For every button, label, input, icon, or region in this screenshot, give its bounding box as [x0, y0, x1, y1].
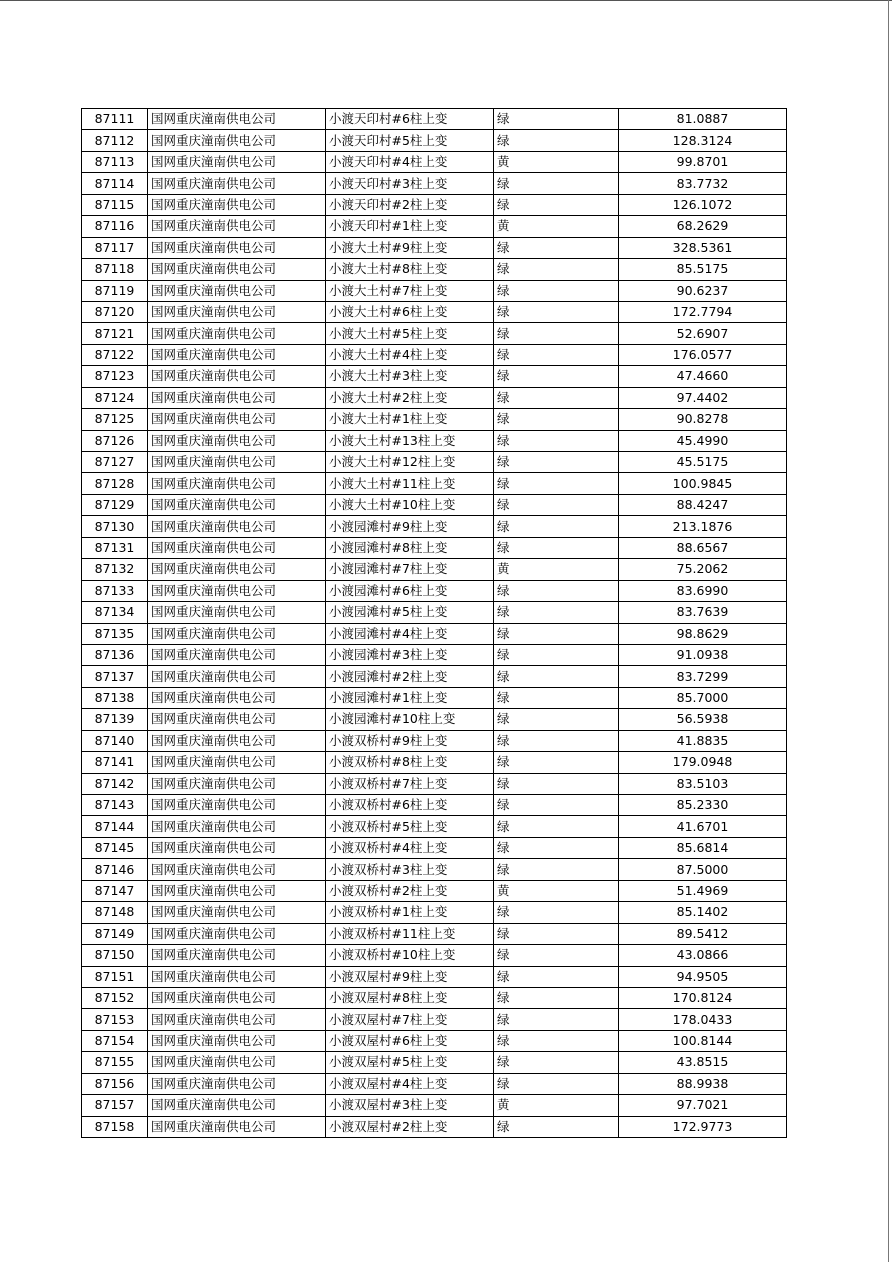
cell-transformer-name: 小渡双桥村#4柱上变 [326, 837, 494, 858]
cell-company: 国网重庆潼南供电公司 [148, 902, 326, 923]
table-row [82, 666, 787, 687]
cell-id: 87144 [82, 816, 148, 837]
cell-value: 85.1402 [619, 902, 787, 923]
table-row [82, 816, 787, 837]
cell-id: 87142 [82, 773, 148, 794]
table-row [82, 730, 787, 751]
cell-status: 绿 [494, 966, 619, 987]
cell-transformer-name: 小渡双桥村#9柱上变 [326, 730, 494, 751]
cell-status: 绿 [494, 752, 619, 773]
cell-company: 国网重庆潼南供电公司 [148, 366, 326, 387]
cell-id: 87151 [82, 966, 148, 987]
cell-status: 绿 [494, 430, 619, 451]
cell-status: 绿 [494, 366, 619, 387]
cell-company: 国网重庆潼南供电公司 [148, 880, 326, 901]
cell-id: 87128 [82, 473, 148, 494]
cell-transformer-name: 小渡双屋村#2柱上变 [326, 1116, 494, 1137]
cell-status: 黄 [494, 559, 619, 580]
cell-value: 41.6701 [619, 816, 787, 837]
cell-id: 87121 [82, 323, 148, 344]
cell-transformer-name: 小渡园滩村#4柱上变 [326, 623, 494, 644]
cell-company: 国网重庆潼南供电公司 [148, 409, 326, 430]
cell-company: 国网重庆潼南供电公司 [148, 773, 326, 794]
cell-company: 国网重庆潼南供电公司 [148, 109, 326, 130]
cell-value: 179.0948 [619, 752, 787, 773]
cell-company: 国网重庆潼南供电公司 [148, 709, 326, 730]
cell-transformer-name: 小渡园滩村#3柱上变 [326, 644, 494, 665]
cell-id: 87118 [82, 259, 148, 280]
cell-company: 国网重庆潼南供电公司 [148, 237, 326, 258]
cell-status: 绿 [494, 644, 619, 665]
cell-company: 国网重庆潼南供电公司 [148, 795, 326, 816]
cell-value: 83.5103 [619, 773, 787, 794]
cell-value: 85.7000 [619, 687, 787, 708]
cell-transformer-name: 小渡双桥村#8柱上变 [326, 752, 494, 773]
table-row [82, 795, 787, 816]
table-row [82, 623, 787, 644]
cell-transformer-name: 小渡双桥村#3柱上变 [326, 859, 494, 880]
table-row [82, 237, 787, 258]
cell-status: 绿 [494, 473, 619, 494]
cell-company: 国网重庆潼南供电公司 [148, 280, 326, 301]
cell-status: 绿 [494, 1030, 619, 1051]
table-row [82, 216, 787, 237]
table-row [82, 1116, 787, 1137]
cell-status: 绿 [494, 323, 619, 344]
cell-transformer-name: 小渡天印村#4柱上变 [326, 151, 494, 172]
cell-id: 87115 [82, 194, 148, 215]
cell-status: 绿 [494, 452, 619, 473]
cell-value: 88.4247 [619, 494, 787, 515]
cell-status: 黄 [494, 1095, 619, 1116]
cell-transformer-name: 小渡园滩村#10柱上变 [326, 709, 494, 730]
cell-value: 128.3124 [619, 130, 787, 151]
cell-transformer-name: 小渡大土村#12柱上变 [326, 452, 494, 473]
cell-company: 国网重庆潼南供电公司 [148, 1030, 326, 1051]
cell-status: 绿 [494, 537, 619, 558]
cell-transformer-name: 小渡双屋村#4柱上变 [326, 1073, 494, 1094]
cell-value: 68.2629 [619, 216, 787, 237]
cell-company: 国网重庆潼南供电公司 [148, 945, 326, 966]
cell-status: 绿 [494, 602, 619, 623]
cell-id: 87145 [82, 837, 148, 858]
table-row [82, 387, 787, 408]
table-row [82, 945, 787, 966]
cell-status: 绿 [494, 987, 619, 1008]
cell-transformer-name: 小渡双桥村#10柱上变 [326, 945, 494, 966]
cell-transformer-name: 小渡双屋村#7柱上变 [326, 1009, 494, 1030]
cell-transformer-name: 小渡园滩村#5柱上变 [326, 602, 494, 623]
cell-transformer-name: 小渡双桥村#5柱上变 [326, 816, 494, 837]
cell-id: 87136 [82, 644, 148, 665]
cell-transformer-name: 小渡双屋村#8柱上变 [326, 987, 494, 1008]
cell-company: 国网重庆潼南供电公司 [148, 473, 326, 494]
table-row [82, 409, 787, 430]
cell-status: 绿 [494, 623, 619, 644]
cell-company: 国网重庆潼南供电公司 [148, 923, 326, 944]
cell-company: 国网重庆潼南供电公司 [148, 1116, 326, 1137]
table-row [82, 130, 787, 151]
table-row [82, 987, 787, 1008]
cell-status: 绿 [494, 902, 619, 923]
cell-value: 178.0433 [619, 1009, 787, 1030]
cell-transformer-name: 小渡天印村#5柱上变 [326, 130, 494, 151]
cell-value: 41.8835 [619, 730, 787, 751]
cell-company: 国网重庆潼南供电公司 [148, 752, 326, 773]
table-row [82, 902, 787, 923]
cell-company: 国网重庆潼南供电公司 [148, 602, 326, 623]
cell-id: 87140 [82, 730, 148, 751]
cell-status: 绿 [494, 795, 619, 816]
cell-transformer-name: 小渡天印村#1柱上变 [326, 216, 494, 237]
cell-id: 87133 [82, 580, 148, 601]
cell-value: 56.5938 [619, 709, 787, 730]
cell-id: 87156 [82, 1073, 148, 1094]
cell-transformer-name: 小渡大土村#4柱上变 [326, 344, 494, 365]
cell-status: 绿 [494, 945, 619, 966]
table-row [82, 473, 787, 494]
cell-company: 国网重庆潼南供电公司 [148, 1052, 326, 1073]
cell-value: 94.9505 [619, 966, 787, 987]
cell-value: 83.7732 [619, 173, 787, 194]
cell-id: 87147 [82, 880, 148, 901]
cell-id: 87149 [82, 923, 148, 944]
cell-transformer-name: 小渡双屋村#5柱上变 [326, 1052, 494, 1073]
cell-transformer-name: 小渡大土村#6柱上变 [326, 301, 494, 322]
cell-status: 绿 [494, 1116, 619, 1137]
cell-company: 国网重庆潼南供电公司 [148, 816, 326, 837]
cell-company: 国网重庆潼南供电公司 [148, 259, 326, 280]
cell-value: 97.4402 [619, 387, 787, 408]
cell-id: 87116 [82, 216, 148, 237]
cell-company: 国网重庆潼南供电公司 [148, 387, 326, 408]
cell-status: 绿 [494, 709, 619, 730]
table-row [82, 452, 787, 473]
cell-transformer-name: 小渡大土村#3柱上变 [326, 366, 494, 387]
cell-value: 43.0866 [619, 945, 787, 966]
table-row [82, 537, 787, 558]
cell-company: 国网重庆潼南供电公司 [148, 687, 326, 708]
table-row [82, 280, 787, 301]
table-row [82, 1095, 787, 1116]
cell-status: 绿 [494, 687, 619, 708]
cell-value: 328.5361 [619, 237, 787, 258]
cell-company: 国网重庆潼南供电公司 [148, 859, 326, 880]
cell-status: 黄 [494, 880, 619, 901]
table-row [82, 344, 787, 365]
table-row [82, 644, 787, 665]
cell-company: 国网重庆潼南供电公司 [148, 580, 326, 601]
cell-status: 绿 [494, 816, 619, 837]
cell-status: 绿 [494, 580, 619, 601]
cell-id: 87148 [82, 902, 148, 923]
cell-id: 87132 [82, 559, 148, 580]
cell-transformer-name: 小渡园滩村#2柱上变 [326, 666, 494, 687]
cell-value: 88.6567 [619, 537, 787, 558]
cell-status: 绿 [494, 1052, 619, 1073]
cell-transformer-name: 小渡大土村#13柱上变 [326, 430, 494, 451]
cell-status: 黄 [494, 216, 619, 237]
cell-status: 绿 [494, 516, 619, 537]
cell-id: 87153 [82, 1009, 148, 1030]
cell-status: 绿 [494, 1073, 619, 1094]
cell-company: 国网重庆潼南供电公司 [148, 1095, 326, 1116]
cell-transformer-name: 小渡双桥村#11柱上变 [326, 923, 494, 944]
cell-status: 绿 [494, 237, 619, 258]
cell-value: 51.4969 [619, 880, 787, 901]
cell-value: 99.8701 [619, 151, 787, 172]
table-row [82, 1030, 787, 1051]
cell-status: 绿 [494, 387, 619, 408]
cell-id: 87117 [82, 237, 148, 258]
cell-status: 绿 [494, 194, 619, 215]
cell-transformer-name: 小渡大土村#5柱上变 [326, 323, 494, 344]
cell-status: 绿 [494, 494, 619, 515]
cell-id: 87152 [82, 987, 148, 1008]
table-row [82, 752, 787, 773]
cell-value: 90.6237 [619, 280, 787, 301]
cell-transformer-name: 小渡双屋村#9柱上变 [326, 966, 494, 987]
cell-id: 87143 [82, 795, 148, 816]
cell-id: 87114 [82, 173, 148, 194]
table-row [82, 773, 787, 794]
cell-id: 87131 [82, 537, 148, 558]
cell-company: 国网重庆潼南供电公司 [148, 173, 326, 194]
cell-transformer-name: 小渡双桥村#6柱上变 [326, 795, 494, 816]
cell-id: 87154 [82, 1030, 148, 1051]
cell-transformer-name: 小渡双桥村#7柱上变 [326, 773, 494, 794]
cell-transformer-name: 小渡大土村#9柱上变 [326, 237, 494, 258]
table-row [82, 194, 787, 215]
table-row [82, 687, 787, 708]
cell-company: 国网重庆潼南供电公司 [148, 194, 326, 215]
table-row [82, 880, 787, 901]
page-top-rule [0, 0, 892, 1]
cell-company: 国网重庆潼南供电公司 [148, 730, 326, 751]
cell-status: 黄 [494, 151, 619, 172]
cell-id: 87111 [82, 109, 148, 130]
cell-company: 国网重庆潼南供电公司 [148, 301, 326, 322]
cell-status: 绿 [494, 259, 619, 280]
table-row [82, 516, 787, 537]
cell-value: 52.6907 [619, 323, 787, 344]
cell-id: 87120 [82, 301, 148, 322]
table-row [82, 837, 787, 858]
table-row [82, 1073, 787, 1094]
cell-status: 绿 [494, 1009, 619, 1030]
cell-company: 国网重庆潼南供电公司 [148, 130, 326, 151]
cell-id: 87157 [82, 1095, 148, 1116]
table-row [82, 430, 787, 451]
cell-id: 87138 [82, 687, 148, 708]
cell-company: 国网重庆潼南供电公司 [148, 1009, 326, 1030]
cell-company: 国网重庆潼南供电公司 [148, 430, 326, 451]
cell-value: 45.5175 [619, 452, 787, 473]
table-row [82, 923, 787, 944]
cell-value: 81.0887 [619, 109, 787, 130]
cell-id: 87124 [82, 387, 148, 408]
cell-transformer-name: 小渡天印村#6柱上变 [326, 109, 494, 130]
cell-value: 85.6814 [619, 837, 787, 858]
cell-id: 87139 [82, 709, 148, 730]
cell-company: 国网重庆潼南供电公司 [148, 1073, 326, 1094]
cell-id: 87112 [82, 130, 148, 151]
cell-transformer-name: 小渡大土村#8柱上变 [326, 259, 494, 280]
cell-value: 83.7299 [619, 666, 787, 687]
cell-value: 83.6990 [619, 580, 787, 601]
cell-company: 国网重庆潼南供电公司 [148, 516, 326, 537]
cell-status: 绿 [494, 344, 619, 365]
cell-transformer-name: 小渡双桥村#2柱上变 [326, 880, 494, 901]
cell-transformer-name: 小渡大土村#1柱上变 [326, 409, 494, 430]
cell-company: 国网重庆潼南供电公司 [148, 344, 326, 365]
cell-id: 87113 [82, 151, 148, 172]
table-row [82, 151, 787, 172]
cell-value: 43.8515 [619, 1052, 787, 1073]
page-right-edge [888, 0, 889, 1262]
cell-value: 172.9773 [619, 1116, 787, 1137]
transformer-table [81, 108, 787, 1138]
cell-company: 国网重庆潼南供电公司 [148, 666, 326, 687]
cell-id: 87119 [82, 280, 148, 301]
cell-value: 75.2062 [619, 559, 787, 580]
table-row [82, 494, 787, 515]
cell-status: 绿 [494, 130, 619, 151]
cell-value: 126.1072 [619, 194, 787, 215]
cell-id: 87134 [82, 602, 148, 623]
cell-id: 87127 [82, 452, 148, 473]
cell-company: 国网重庆潼南供电公司 [148, 216, 326, 237]
cell-id: 87130 [82, 516, 148, 537]
table-row [82, 966, 787, 987]
cell-status: 绿 [494, 409, 619, 430]
cell-transformer-name: 小渡双屋村#6柱上变 [326, 1030, 494, 1051]
cell-transformer-name: 小渡大土村#11柱上变 [326, 473, 494, 494]
table-row [82, 709, 787, 730]
cell-value: 176.0577 [619, 344, 787, 365]
cell-transformer-name: 小渡大土村#7柱上变 [326, 280, 494, 301]
cell-company: 国网重庆潼南供电公司 [148, 644, 326, 665]
cell-status: 绿 [494, 301, 619, 322]
cell-transformer-name: 小渡大土村#2柱上变 [326, 387, 494, 408]
cell-value: 213.1876 [619, 516, 787, 537]
cell-id: 87137 [82, 666, 148, 687]
cell-transformer-name: 小渡天印村#2柱上变 [326, 194, 494, 215]
cell-transformer-name: 小渡园滩村#1柱上变 [326, 687, 494, 708]
table-row [82, 259, 787, 280]
cell-transformer-name: 小渡双屋村#3柱上变 [326, 1095, 494, 1116]
cell-id: 87146 [82, 859, 148, 880]
table-row [82, 1009, 787, 1030]
cell-id: 87126 [82, 430, 148, 451]
cell-transformer-name: 小渡大土村#10柱上变 [326, 494, 494, 515]
table-row [82, 559, 787, 580]
cell-id: 87158 [82, 1116, 148, 1137]
cell-status: 绿 [494, 730, 619, 751]
cell-value: 100.8144 [619, 1030, 787, 1051]
table-row [82, 301, 787, 322]
cell-value: 170.8124 [619, 987, 787, 1008]
cell-value: 90.8278 [619, 409, 787, 430]
cell-value: 45.4990 [619, 430, 787, 451]
cell-status: 绿 [494, 837, 619, 858]
cell-id: 87155 [82, 1052, 148, 1073]
cell-company: 国网重庆潼南供电公司 [148, 987, 326, 1008]
table-row [82, 173, 787, 194]
cell-status: 绿 [494, 666, 619, 687]
cell-company: 国网重庆潼南供电公司 [148, 623, 326, 644]
cell-company: 国网重庆潼南供电公司 [148, 559, 326, 580]
cell-company: 国网重庆潼南供电公司 [148, 837, 326, 858]
table-row [82, 580, 787, 601]
cell-status: 绿 [494, 859, 619, 880]
table-row [82, 602, 787, 623]
cell-value: 97.7021 [619, 1095, 787, 1116]
cell-value: 85.5175 [619, 259, 787, 280]
cell-status: 绿 [494, 280, 619, 301]
cell-value: 100.9845 [619, 473, 787, 494]
cell-transformer-name: 小渡双桥村#1柱上变 [326, 902, 494, 923]
table-row [82, 1052, 787, 1073]
cell-company: 国网重庆潼南供电公司 [148, 966, 326, 987]
cell-company: 国网重庆潼南供电公司 [148, 537, 326, 558]
cell-transformer-name: 小渡园滩村#7柱上变 [326, 559, 494, 580]
table-row [82, 859, 787, 880]
cell-transformer-name: 小渡天印村#3柱上变 [326, 173, 494, 194]
cell-id: 87135 [82, 623, 148, 644]
table-row [82, 323, 787, 344]
cell-value: 98.8629 [619, 623, 787, 644]
cell-value: 87.5000 [619, 859, 787, 880]
cell-value: 85.2330 [619, 795, 787, 816]
cell-company: 国网重庆潼南供电公司 [148, 151, 326, 172]
cell-company: 国网重庆潼南供电公司 [148, 494, 326, 515]
cell-value: 91.0938 [619, 644, 787, 665]
cell-id: 87129 [82, 494, 148, 515]
cell-status: 绿 [494, 923, 619, 944]
cell-value: 88.9938 [619, 1073, 787, 1094]
cell-transformer-name: 小渡园滩村#6柱上变 [326, 580, 494, 601]
cell-company: 国网重庆潼南供电公司 [148, 452, 326, 473]
cell-status: 绿 [494, 173, 619, 194]
cell-id: 87123 [82, 366, 148, 387]
table-body [82, 109, 787, 1138]
cell-id: 87125 [82, 409, 148, 430]
cell-id: 87122 [82, 344, 148, 365]
cell-transformer-name: 小渡园滩村#8柱上变 [326, 537, 494, 558]
table-row [82, 109, 787, 130]
cell-value: 47.4660 [619, 366, 787, 387]
cell-value: 89.5412 [619, 923, 787, 944]
cell-id: 87141 [82, 752, 148, 773]
table-row [82, 366, 787, 387]
cell-transformer-name: 小渡园滩村#9柱上变 [326, 516, 494, 537]
cell-value: 83.7639 [619, 602, 787, 623]
cell-id: 87150 [82, 945, 148, 966]
cell-status: 绿 [494, 773, 619, 794]
cell-status: 绿 [494, 109, 619, 130]
cell-company: 国网重庆潼南供电公司 [148, 323, 326, 344]
cell-value: 172.7794 [619, 301, 787, 322]
